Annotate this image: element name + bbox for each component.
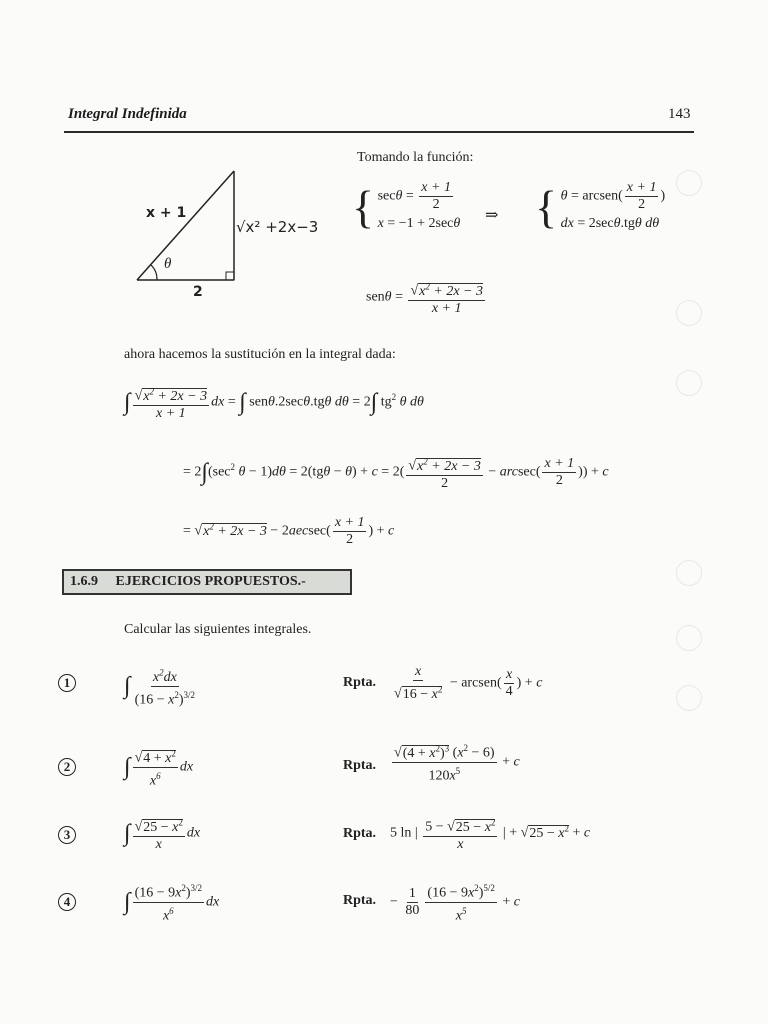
intro-label: Tomando la función: [357, 150, 474, 165]
left-brace-icon: { [352, 181, 375, 233]
angle-label: θ [164, 256, 172, 272]
chapter-title: Integral Indefinida [68, 106, 187, 122]
exercise-number-badge: 2 [58, 758, 76, 776]
exercise-number-badge: 4 [58, 893, 76, 911]
system-right: { θ = arcsen( $\frac{x + 1}{2}$ ) dx = 2secθ.tgθ dθ [535, 180, 666, 233]
equation-line-3: = $√x^2 + 2x - 3 - 2aecsec$( $\frac{x + 1}{2}$ ) + c [183, 515, 395, 547]
adjacent-label: 2 [193, 284, 203, 300]
page-number: 143 [668, 106, 691, 122]
bleed-through-mark [676, 560, 702, 586]
instructions-text: Calcular las siguientes integrales. [124, 622, 312, 637]
right-triangle-diagram [120, 150, 360, 310]
implies-arrow: ⇒ [485, 207, 499, 224]
opposite-label: √x² +2x−3 [236, 218, 319, 236]
answer-label: Rpta. [343, 675, 377, 690]
answer-label: Rpta. [343, 758, 377, 773]
equation-line-2: = $2\int(\sec^2$ θ − 1)dθ = 2(tgθ − θ) + c = 2( $\frac{√x^2 + 2x - 3}{2}$ − arcsec( $\frac{x + 1}{2}$ )) + c [183, 453, 609, 492]
exercise-3-integral: ∫ $\frac{√25 - x^2}{x}$ dx [124, 814, 200, 853]
hypotenuse-label: x + 1 [146, 205, 187, 221]
bleed-through-mark [676, 625, 702, 651]
left-brace-icon: { [535, 181, 558, 233]
answer-label: Rpta. [343, 893, 377, 908]
exercise-3-answer: 5 ln | $\frac{5 - √25 - x^2}{x}$ | + $√25 - x^2 + c$ [390, 814, 590, 853]
system-left: { secθ = $\frac{x + 1}{2}$ x = −1 + 2secθ [352, 180, 461, 233]
equation-line-1: ∫ $\frac{√x^2 + 2x - 3}{x + 1}$ dx = ∫ senθ.2secθ.tgθ dθ = 2∫ $tg^2$ θ dθ [124, 383, 424, 422]
bleed-through-mark [676, 685, 702, 711]
substitution-text: ahora hacemos la sustitución en la integral dada: [124, 347, 396, 362]
exercise-2-integral: ∫ $\frac{√4 + x^2}{x^6}$ dx [124, 745, 193, 789]
bleed-through-mark [676, 300, 702, 326]
answer-label: Rpta. [343, 826, 377, 841]
exercise-number-badge: 1 [58, 674, 76, 692]
exercise-4-answer: − $\frac{1}{80}$ $\frac{(16 - 9x^2)^{5/2}}{x^5}$ + c [390, 880, 520, 924]
bleed-through-mark [676, 170, 702, 196]
section-header [62, 569, 352, 595]
bleed-through-mark [676, 370, 702, 396]
exercise-1-answer: $\frac{x}{√16 - x^2}$ − arcsen( $\frac{x}{4}$ ) + c [394, 664, 543, 702]
exercise-4-integral: ∫ $\frac{(16 - 9x^2)^{3/2}}{x^6}$ dx [124, 880, 219, 924]
sen-theta-equation: senθ = $\frac{√x^2 + 2x - 3}{x + 1}$ [366, 278, 487, 317]
exercise-number-badge: 3 [58, 826, 76, 844]
section-title: EJERCICIOS PROPUESTOS.- [115, 574, 306, 589]
header-rule [64, 131, 694, 133]
exercise-1-integral: ∫ $\frac{x^2dx}{(16 - x^2)^{3/2}}$ [124, 664, 199, 708]
section-number: 1.6.9 [70, 574, 98, 589]
exercise-2-answer: $\frac{√(4 + x^2)^3 (x^2 - 6)}{120x^5}$ + c [390, 740, 520, 784]
